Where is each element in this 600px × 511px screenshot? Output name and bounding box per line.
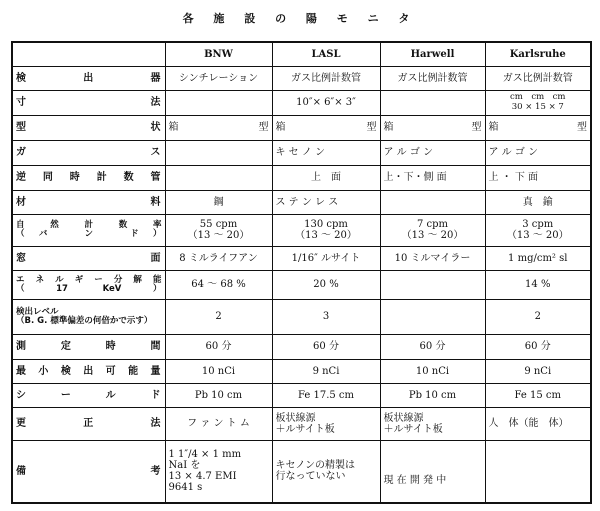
table-cell: 60 分 bbox=[380, 334, 485, 359]
table-cell bbox=[165, 165, 272, 190]
row-label-minimum-detectable: 最小検出可能量 bbox=[12, 359, 165, 383]
table-cell bbox=[485, 440, 591, 503]
comparison-table bbox=[11, 41, 592, 504]
table-cell bbox=[380, 270, 485, 299]
table-cell: 60 分 bbox=[165, 334, 272, 359]
table-cell: 130 cpm （13 ～ 20） bbox=[272, 214, 380, 246]
table-row bbox=[12, 359, 591, 383]
table-cell bbox=[380, 190, 485, 214]
page-title: 各 施 設 の 陽 モ ニ タ bbox=[182, 12, 418, 25]
table-cell: 20 % bbox=[272, 270, 380, 299]
table-cell bbox=[165, 140, 272, 165]
table-row bbox=[12, 334, 591, 359]
column-header-lasl: LASL bbox=[272, 42, 380, 66]
row-label-window: 窓 面 bbox=[12, 246, 165, 270]
table-cell: 8 ミルライフアン bbox=[165, 246, 272, 270]
table-cell: 箱 型 bbox=[272, 115, 380, 140]
table-cell: Pb 10 cm bbox=[380, 383, 485, 407]
row-label-shape: 型 状 bbox=[12, 115, 165, 140]
table-cell: 14 % bbox=[485, 270, 591, 299]
table-cell: 7 cpm （13 ～ 20） bbox=[380, 214, 485, 246]
row-label-material: 材 料 bbox=[12, 190, 165, 214]
table-cell: 上 ・ 下 面 bbox=[485, 165, 591, 190]
table-row bbox=[12, 115, 591, 140]
row-label-remarks: 備 考 bbox=[12, 440, 165, 503]
table-cell: 2 bbox=[485, 299, 591, 334]
table-cell: ア ル ゴ ン bbox=[485, 140, 591, 165]
table-cell: 板状線源 ＋ルサイト板 bbox=[272, 407, 380, 440]
table-cell: 1 1″/4 × 1 mm NaI を 13 × 4.7 EMI 9641 s bbox=[165, 440, 272, 503]
table-row bbox=[12, 407, 591, 440]
table-cell: 上・下・側 面 bbox=[380, 165, 485, 190]
table-cell: 3 cpm （13 ～ 20） bbox=[485, 214, 591, 246]
table-cell: Fe 15 cm bbox=[485, 383, 591, 407]
table-row bbox=[12, 165, 591, 190]
table-cell: 上 面 bbox=[272, 165, 380, 190]
table-cell: cm cm cm 30 × 15 × 7 bbox=[485, 90, 591, 115]
table-cell: 10 nCi bbox=[165, 359, 272, 383]
table-cell bbox=[165, 90, 272, 115]
table-cell: 真 鍮 bbox=[485, 190, 591, 214]
table-row bbox=[12, 190, 591, 214]
header-corner bbox=[12, 42, 165, 66]
table-cell: 10″× 6″× 3″ bbox=[272, 90, 380, 115]
row-label-energy-resolution: エネルギー分解能 （17 KeV） bbox=[12, 270, 165, 299]
table-row bbox=[12, 214, 591, 246]
table-cell: Fe 17.5 cm bbox=[272, 383, 380, 407]
table-cell: キ セ ノ ン bbox=[272, 140, 380, 165]
table-cell: 60 分 bbox=[485, 334, 591, 359]
table-cell: 2 bbox=[165, 299, 272, 334]
table-row bbox=[12, 90, 591, 115]
table-cell: 10 nCi bbox=[380, 359, 485, 383]
table-row bbox=[12, 440, 591, 503]
row-label-gas: ガ ス bbox=[12, 140, 165, 165]
table-cell: 鋼 bbox=[165, 190, 272, 214]
table-row bbox=[12, 246, 591, 270]
table-cell: ガス比例計数管 bbox=[272, 66, 380, 90]
row-label-detection-level: 検出レベル （B. G. 標準偏差の何倍かで示す） bbox=[12, 299, 165, 334]
row-label-shield: シ ー ル ド bbox=[12, 383, 165, 407]
row-label-background-rate: 自然計数率 （バ ン ド） bbox=[12, 214, 165, 246]
table-cell: キセノンの精製は 行なっていない bbox=[272, 440, 380, 503]
table-cell: 人 体（能 体） bbox=[485, 407, 591, 440]
table-cell: ア ル ゴ ン bbox=[380, 140, 485, 165]
table-cell: 箱 型 bbox=[165, 115, 272, 140]
table-cell: 1 mg/cm² sl bbox=[485, 246, 591, 270]
row-label-detector: 検 出 器 bbox=[12, 66, 165, 90]
row-label-dimensions: 寸 法 bbox=[12, 90, 165, 115]
row-label-calibration: 更 正 法 bbox=[12, 407, 165, 440]
table-row bbox=[12, 270, 591, 299]
table-cell: ス テ ン レ ス bbox=[272, 190, 380, 214]
table-cell: 10 ミルマイラー bbox=[380, 246, 485, 270]
column-header-karlsruhe: Karlsruhe bbox=[485, 42, 591, 66]
table-cell bbox=[380, 299, 485, 334]
table-cell: シンチレーション bbox=[165, 66, 272, 90]
table-cell: 9 nCi bbox=[485, 359, 591, 383]
row-label-anticoincidence: 逆同時計数管 bbox=[12, 165, 165, 190]
table-row bbox=[12, 299, 591, 334]
table-row bbox=[12, 383, 591, 407]
table-cell bbox=[380, 90, 485, 115]
table-cell: 箱 型 bbox=[485, 115, 591, 140]
table-cell: 3 bbox=[272, 299, 380, 334]
table-cell: 60 分 bbox=[272, 334, 380, 359]
column-header-bnw: BNW bbox=[165, 42, 272, 66]
table-cell: 板状線源 ＋ルサイト板 bbox=[380, 407, 485, 440]
column-header-harwell: Harwell bbox=[380, 42, 485, 66]
table-cell: Pb 10 cm bbox=[165, 383, 272, 407]
table-cell: ガス比例計数管 bbox=[485, 66, 591, 90]
table-row bbox=[12, 140, 591, 165]
table-cell: 9 nCi bbox=[272, 359, 380, 383]
table-cell: 1/16″ ルサイト bbox=[272, 246, 380, 270]
header-row bbox=[12, 42, 591, 66]
table-row bbox=[12, 66, 591, 90]
table-cell: 現 在 開 発 中 bbox=[380, 440, 485, 503]
table-cell: フ ァ ン ト ム bbox=[165, 407, 272, 440]
table-cell: ガス比例計数管 bbox=[380, 66, 485, 90]
row-label-measurement-time: 測 定 時 間 bbox=[12, 334, 165, 359]
table-cell: 箱 型 bbox=[380, 115, 485, 140]
table-cell: 64 ～ 68 % bbox=[165, 270, 272, 299]
table-cell: 55 cpm （13 ～ 20） bbox=[165, 214, 272, 246]
